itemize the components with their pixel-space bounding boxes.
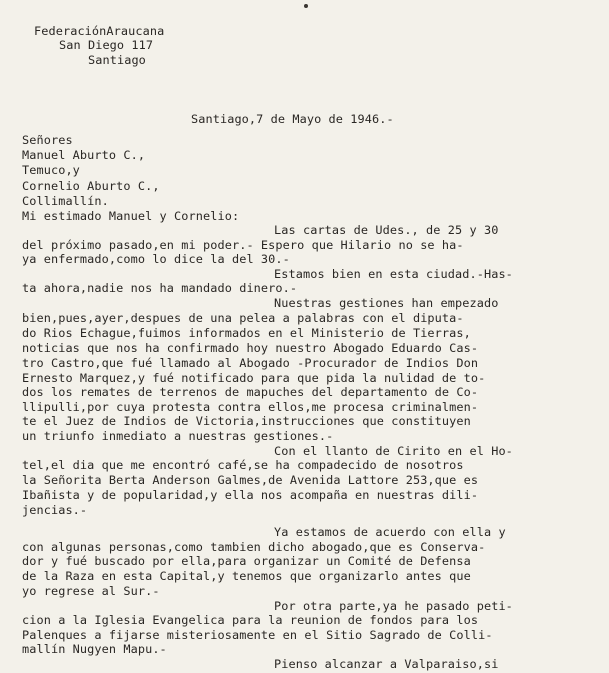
letterhead-street: San Diego 117 <box>59 38 154 53</box>
letterhead-org: FederaciónAraucana <box>34 24 165 38</box>
body-line: Pienso alcanzar a Valparaiso,si <box>274 657 499 671</box>
dateline: Santiago,7 de Mayo de 1946.- <box>191 111 394 126</box>
addressee-line: Temuco,y <box>22 163 80 178</box>
body-line: tro Castro,que fué llamado al Abogado -Procurador de Indios Don <box>22 355 479 370</box>
body-line: do Rios Echague,fuimos informados en el Ministerio de Tierras, <box>22 326 471 341</box>
body-line: del próximo pasado,en mi poder.- Espero que Hilario no se ha- <box>22 237 464 252</box>
body-line: Ya estamos de acuerdo con ella y <box>274 525 506 540</box>
body-line: Nuestras gestiones han empezado <box>274 296 499 311</box>
body-line: noticias que nos ha confirmado hoy nuestro Abogado Eduardo Cas- <box>22 340 479 355</box>
body-line: de la Raza en esta Capital,y tenemos que organizarlo antes que <box>22 569 471 584</box>
letterhead-city: Santiago <box>88 53 146 68</box>
body-line: jencias.- <box>22 502 88 517</box>
body-line: ya enfermado,como lo dice la del 30.- <box>22 252 290 266</box>
body-line: bien,pues,ayer,despues de una pelea a palabras con el diputa- <box>22 311 464 326</box>
body-line: Ernesto Marquez,y fué notificado para que pida la nulidad de to- <box>22 370 486 385</box>
salutation: Mi estimado Manuel y Cornelio: <box>22 208 240 223</box>
body-line: con algunas personas,como tambien dicho abogado,que es Conserva- <box>22 540 486 555</box>
addressee-line: Cornelio Aburto C., <box>22 178 160 193</box>
body-line: ta ahora,nadie nos ha mandado dinero.- <box>22 281 298 296</box>
body-line: llipulli,por cuya protesta contra ellos,me procesa criminalmen- <box>22 399 479 414</box>
body-line: un triunfo inmediato a nuestras gestiones.- <box>22 429 334 443</box>
body-line: te el Juez de Indios de Victoria,instrucciones que constituyen <box>22 414 471 428</box>
margin-dot <box>304 4 308 8</box>
body-line: Las cartas de Udes., de 25 y 30 <box>274 222 499 237</box>
body-line: tel,el dia que me encontró café,se ha compadecido de nosotros <box>22 458 464 473</box>
body-line: dor y fué buscado por ella,para organizar un Comité de Defensa <box>22 554 471 569</box>
addressee-line: Manuel Aburto C., <box>22 148 146 163</box>
body-line: Por otra parte,ya he pasado peti- <box>274 598 513 613</box>
body-line: yo regrese al Sur.- <box>22 583 160 598</box>
body-line: cion a la Iglesia Evangelica para la reunion de fondos para los <box>22 612 479 627</box>
addressee-line: Collimallín. <box>22 193 109 208</box>
body-line: Palenques a fijarse misteriosamente en el Sitio Sagrado de Colli- <box>22 627 493 642</box>
body-line: mallín Nugyen Mapu.- <box>22 641 167 656</box>
body-line: la Señorita Berta Anderson Galmes,de Avenida Lattore 253,que es <box>22 473 479 488</box>
body-line: Con el llanto de Cirito en el Ho- <box>274 444 513 459</box>
body-line: Ibañista y de popularidad,y ella nos acompaña en nuestras dili- <box>22 488 479 503</box>
addressee-line: Señores <box>22 133 73 148</box>
body-line: Estamos bien en esta ciudad.-Has- <box>274 267 513 281</box>
body-line: dos los remates de terrenos de mapuches del departamento de Co- <box>22 384 479 399</box>
